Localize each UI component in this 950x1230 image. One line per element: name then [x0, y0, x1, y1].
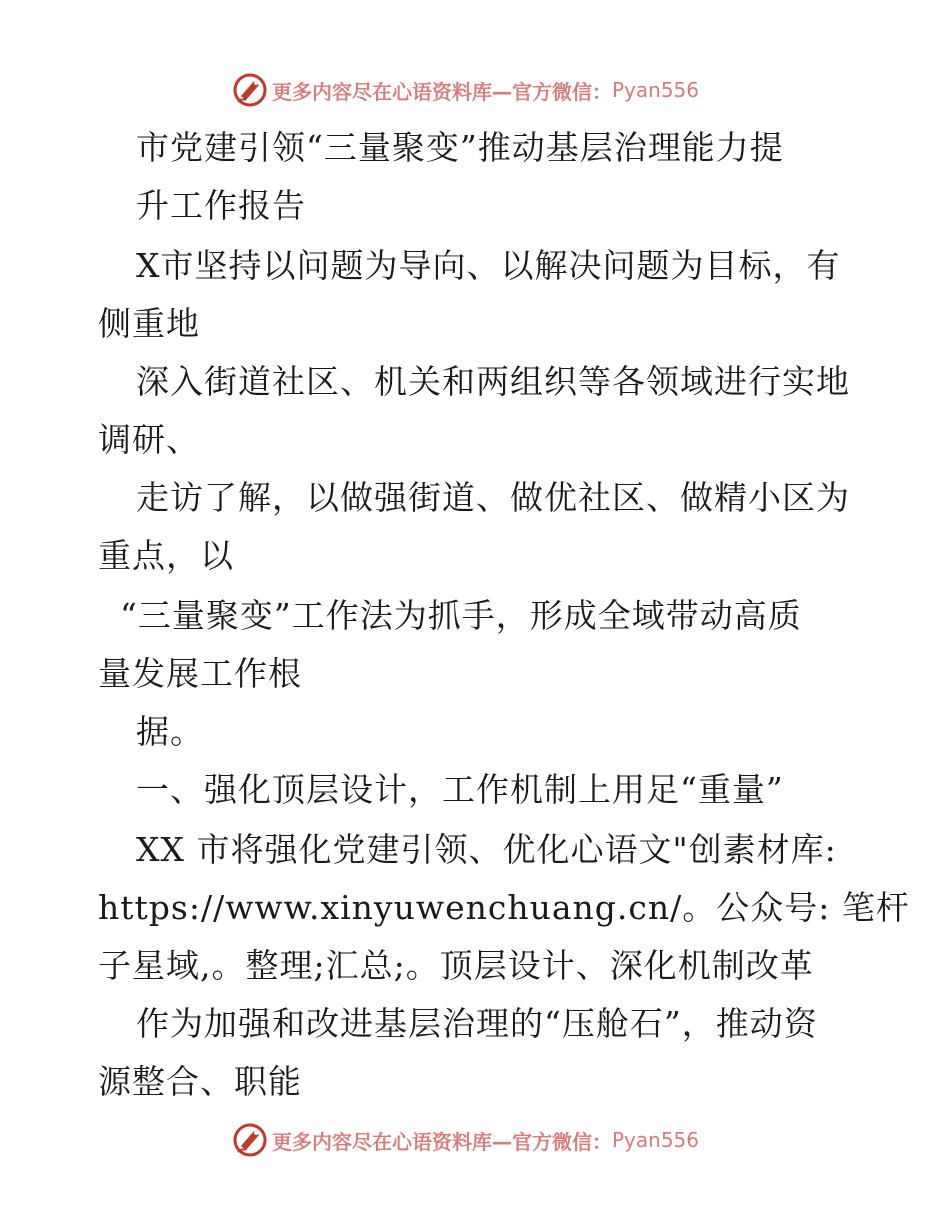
paragraph-line: 重点，以: [98, 536, 234, 575]
header-wechat-id: Pyan556: [612, 78, 700, 102]
header-banner-text: 更多内容尽在心语资料库—官方微信：: [272, 79, 612, 104]
paragraph-line: “三量聚变”工作法为抓手，形成全域带动高质: [120, 596, 802, 635]
document-title-line-2: 升工作报告: [136, 186, 306, 225]
paragraph-line: 据。: [136, 712, 204, 751]
paragraph-line: 源整合、职能: [98, 1062, 302, 1101]
brand-logo-icon: [232, 72, 268, 108]
paragraph-line: 作为加强和改进基层治理的“压舱石”，推动资: [136, 1004, 818, 1043]
paragraph-line: X市坚持以问题为导向、以解决问题为目标，有: [136, 246, 841, 285]
footer-banner-text: 更多内容尽在心语资料库—官方微信：: [272, 1129, 612, 1154]
paragraph-line: 调研、: [98, 420, 200, 459]
header-banner: [232, 72, 732, 108]
paragraph-line: 子星域,。整理;汇总;。顶层设计、深化机制改革: [98, 946, 814, 985]
footer-wechat-id: Pyan556: [612, 1128, 700, 1152]
paragraph-line: 深入街道社区、机关和两组织等各领域进行实地: [136, 362, 850, 401]
document-title-line-1: 市党建引领“三量聚变”推动基层治理能力提: [136, 128, 784, 167]
paragraph-line: 量发展工作根: [98, 654, 302, 693]
section-heading: 一、强化顶层设计，工作机制上用足“重量”: [136, 770, 784, 809]
footer-banner: [232, 1122, 732, 1158]
paragraph-line: 走访了解，以做强街道、做优社区、做精小区为: [136, 478, 850, 517]
paragraph-line: https://www.xinyuwenchuang.cn/。公众号: 笔杆: [98, 888, 910, 927]
brand-logo-icon: [232, 1122, 268, 1158]
paragraph-line: XX 市将强化党建引领、优化心语文"创素材库:: [136, 830, 837, 869]
paragraph-line: 侧重地: [98, 304, 200, 343]
